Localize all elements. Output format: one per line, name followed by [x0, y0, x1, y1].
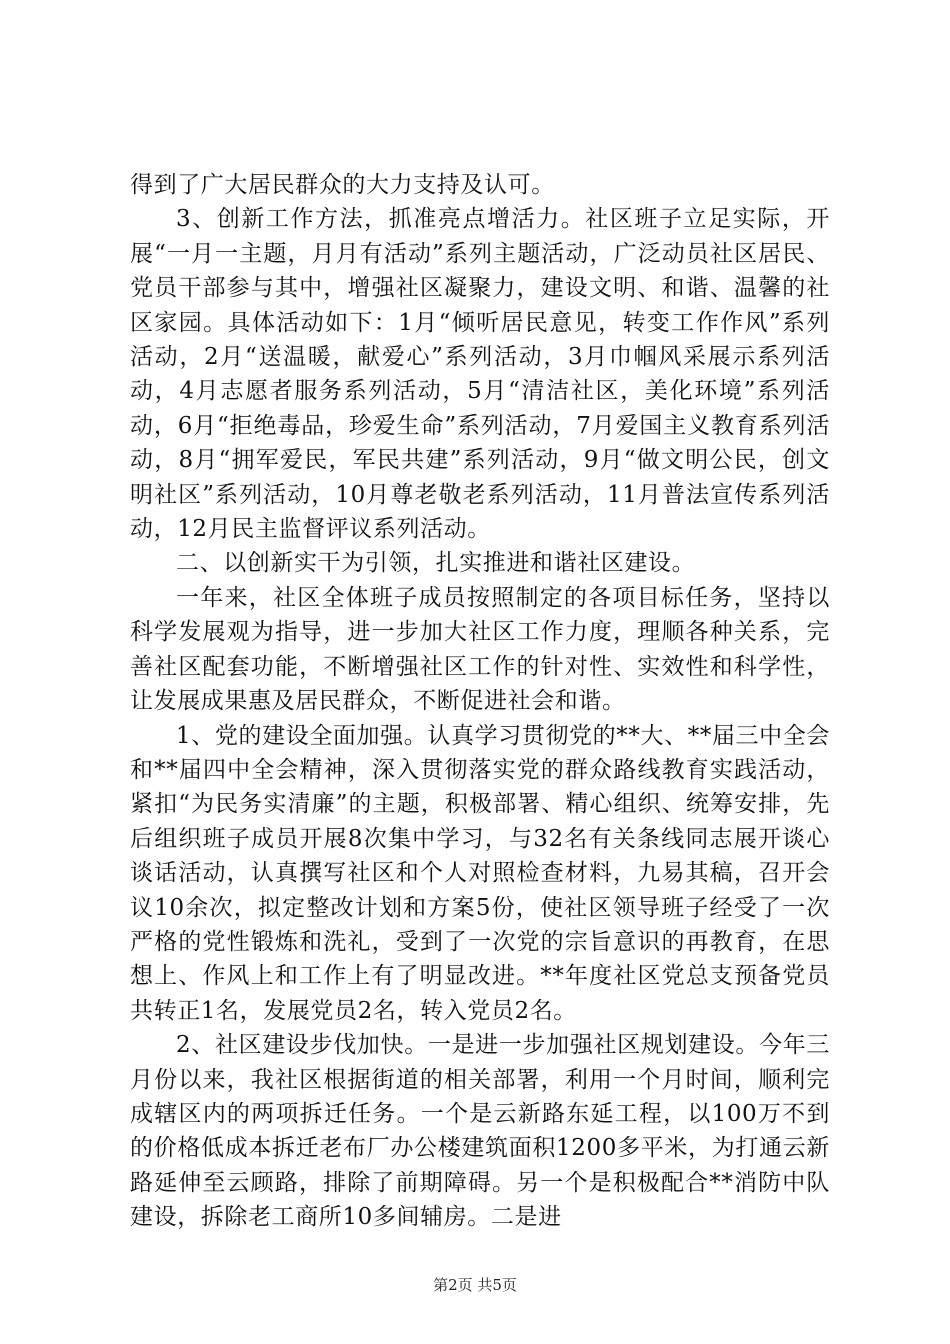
paragraph-continuation: 得到了广大居民群众的大力支持及认可。: [130, 172, 555, 198]
page-number-footer: 第2页 共5页: [433, 1276, 517, 1294]
paragraph-year-summary: 一年来，社区全体班子成员按照制定的各项目标任务，坚持以科学发展观为指导，进一步加大社区工作力度，理顺各种关系，完善社区配套功能，不断增强社区工作的针对性、实效性和科学性，让发展成果惠及居民群众，不断促进社会和谐。: [130, 584, 830, 715]
paragraph-community-construction: 2、社区建设步伐加快。一是进一步加强社区规划建设。今年三月份以来，我社区根据街道的相关部署，利用一个月时间，顺利完成辖区内的两项拆迁任务。一个是云新路东延工程，以100万不到的价格低成本拆迁老布厂办公楼建筑面积1200多平米，为打通云新路延伸至云顾路，排除了前期障碍。另一个是积极配合**消防中队建设，拆除老工商所10多间辅房。二是进: [130, 1032, 830, 1231]
document-body: [130, 168, 830, 1235]
section-heading-two: 二、以创新实干为引领，扎实推进和谐社区建设。: [176, 550, 696, 577]
paragraph-innovation-methods: 3、创新工作方法，抓准亮点增活力。社区班子立足实际，开展“一月一主题，月月有活动”系列主题活动，广泛动员社区居民、党员干部参与其中，增强社区凝聚力，建设文明、和谐、温馨的社区家园。具体活动如下：1月“倾听居民意见，转变工作作风”系列活动，2月“送温暖，献爱心”系列活动，3月巾帼风采展示系列活动，4月志愿者服务系列活动，5月“清洁社区，美化环境”系列活动，6月“拒绝毒品，珍爱生命”系列活动，7月爱国主义教育系列活动，8月“拥军爱民，军民共建”系列活动，9月“做文明公民，创文明社区”系列活动，10月尊老敬老系列活动，11月普法宣传系列活动，12月民主监督评议系列活动。: [130, 206, 830, 543]
paragraph-party-building: 1、党的建设全面加强。认真学习贯彻党的**大、**届三中全会和**届四中全会精神，深入贯彻落实党的群众路线教育实践活动，紧扣“为民务实清廉”的主题，积极部署、精心组织、统筹安排，先后组织班子成员开展8次集中学习，与32名有关条线同志展开谈心谈话活动，认真撰写社区和个人对照检查材料，九易其稿，召开会议10余次，拟定整改计划和方案5份，使社区领导班子经受了一次严格的党性锻炼和洗礼，受到了一次党的宗旨意识的再教育，在思想上、作风上和工作上有了明显改进。**年度社区党总支预备党员共转正1名，发展党员2名，转入党员2名。: [130, 722, 830, 1024]
